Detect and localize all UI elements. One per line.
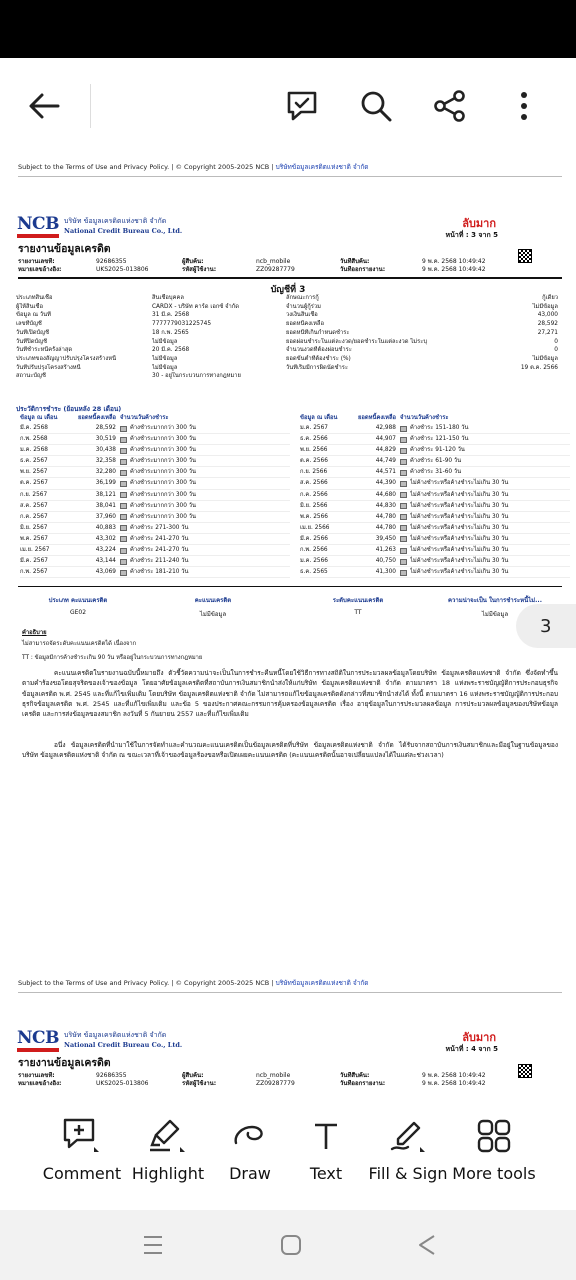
history-balance: 39,450 bbox=[375, 535, 396, 542]
history-balance: 32,280 bbox=[95, 469, 116, 476]
detail-label: วันที่เปิดบัญชี bbox=[16, 329, 50, 336]
status-marker bbox=[400, 459, 407, 465]
status-marker bbox=[400, 492, 407, 498]
history-balance: 28,592 bbox=[95, 425, 116, 431]
history-row bbox=[20, 423, 290, 434]
score-disclaimer-paragraph: คะแนนเครดิตในรายงานฉบับนี้หมายถึง ตัวชี้วัดความน่าจะเป็นในการชำระคืนหนี้โดยใช้วิธีการทางสถิติในการประมวลผลข้อมูลโดยบริษัท ข้อมูลเครดิตแห่งชาติ จำกัด ซึ่งจัดทำขึ้นตามคำร้องขอโดยสุจริตของเจ้าของข้อมูล โดยอาศัยข้อมูลเครดิตที่สถาบันการเงินสมาชิกนำส่งให้แก่บริษัท ข้อมูลเครดิตแห่งชาติ จำกัด ตามมาตรา 18 แห่งพระราชบัญญัติการประกอบธุรกิจข้อมูลเครดิต พ.ศ. 2545 และที่แก้ไขเพิ่มเติม โดยบริษัท ข้อมูลเครดิตแห่งชาติ จำกัด ไม่สามารถแก้ไขข้อมูลเครดิตดังกล่าวที่สมาชิกนำส่งได้ ทั้งนี้ ตามมาตรา 16 แห่งพระราชบัญญัติการประกอบธุรกิจข้อมูลเครดิต พ.ศ. 2545 และที่แก้ไขเพิ่มเติม และข้อ 5 ของประกาศคณะกรรมการคุ้มครองข้อมูลเครดิต เรื่อง อายุข้อมูลในการประมวลผลข้อมูล การประมวลผลข้อมูลของบริษัทข้อมูลเครดิต และการส่งข้อมูลของสมาชิก ลงวันที่ 5 กันยายน 2557 และที่แก้ไขเพิ่มเติม bbox=[22, 669, 558, 719]
detail-label: วันที่ชำระหนี้ครั้งล่าสุด bbox=[16, 347, 73, 354]
detail-value: CARDX - บริษัท คาร์ด เอกซ์ จำกัด bbox=[152, 303, 240, 310]
history-status: ค้างชำระ 241-270 วัน bbox=[130, 535, 189, 542]
report-header-table: รายงานเลขที่: 92686355 ผู้สืบค้น: ncb_mobile วันที่สืบค้น: 9 พ.ค. 2568 10:49:42 หมายเลขอ้างอิง: UKS2025-013806 รหัสผู้ใช้งาน: ZZ09287779 วันที่ออกรายงาน: 9 พ.ค. 2568 10:49:42 bbox=[18, 258, 486, 273]
history-balance: 44,780 bbox=[375, 513, 396, 520]
history-status: ค้างชำระมากกว่า 300 วัน bbox=[130, 436, 196, 443]
history-row bbox=[300, 478, 570, 489]
detail-label: ลักษณะการกู้ bbox=[286, 295, 319, 301]
ncb-link[interactable]: บริษัทข้อมูลเครดิตแห่งชาติ จำกัด bbox=[275, 979, 369, 987]
detail-value: สินเชื่อบุคคล bbox=[152, 295, 184, 301]
history-date: ก.พ. 2567 bbox=[20, 569, 48, 576]
credit-score-values: GE02 ไม่มีข้อมูล TT ไม่มีข้อมูล bbox=[69, 609, 509, 618]
history-row bbox=[300, 556, 570, 567]
history-row bbox=[300, 490, 570, 501]
history-balance: 44,749 bbox=[375, 458, 396, 465]
page-number: หน้าที่ : 4 จาก 5 bbox=[445, 1045, 498, 1053]
divider bbox=[18, 586, 562, 587]
history-balance: 30,438 bbox=[95, 447, 116, 454]
history-date: ส.ค. 2567 bbox=[20, 502, 48, 509]
status-marker bbox=[400, 448, 407, 454]
top-toolbar bbox=[0, 58, 576, 154]
status-marker bbox=[120, 437, 127, 443]
history-header bbox=[300, 414, 570, 423]
detail-row bbox=[16, 355, 284, 364]
divider bbox=[18, 992, 562, 993]
status-marker bbox=[400, 559, 407, 565]
detail-row bbox=[286, 355, 558, 364]
history-status: ค้างชำระมากกว่า 300 วัน bbox=[130, 480, 196, 487]
detail-label: ยอดขั้นต่ำที่ต้องชำระ (%) bbox=[286, 355, 351, 362]
history-status: ไม่ค้างชำระหรือค้างชำระไม่เกิน 30 วัน bbox=[410, 513, 509, 520]
history-row bbox=[20, 545, 290, 556]
history-status: ค้างชำระ 61-90 วัน bbox=[410, 458, 462, 465]
history-status: ไม่ค้างชำระหรือค้างชำระไม่เกิน 30 วัน bbox=[410, 524, 509, 531]
add-comment-icon bbox=[32, 1116, 132, 1156]
status-marker bbox=[120, 481, 127, 487]
detail-label: จำนวนผู้กู้ร่วม bbox=[286, 303, 321, 310]
detail-row bbox=[16, 294, 284, 303]
history-row bbox=[300, 423, 570, 434]
detail-row bbox=[286, 303, 558, 312]
system-navigation-bar bbox=[0, 1210, 576, 1280]
detail-value: ไม่มีข้อมูล bbox=[152, 364, 178, 371]
history-status: ค้างชำระ 151-180 วัน bbox=[410, 425, 469, 431]
history-row bbox=[20, 556, 290, 567]
detail-row bbox=[286, 311, 558, 320]
history-date: เม.ย. 2566 bbox=[300, 524, 330, 531]
history-balance: 44,829 bbox=[375, 447, 396, 454]
history-status: ไม่ค้างชำระหรือค้างชำระไม่เกิน 30 วัน bbox=[410, 558, 509, 565]
history-status: ค้างชำระ 91-120 วัน bbox=[410, 447, 465, 454]
share-icon[interactable] bbox=[426, 82, 474, 130]
history-date: ม.ค. 2566 bbox=[300, 558, 328, 565]
history-date: เม.ย. 2567 bbox=[20, 547, 50, 554]
history-status: ค้างชำระมากกว่า 300 วัน bbox=[130, 425, 196, 431]
history-date: ก.ค. 2566 bbox=[300, 491, 328, 498]
history-row bbox=[20, 434, 290, 445]
history-date: ก.ย. 2567 bbox=[20, 491, 48, 498]
status-marker bbox=[400, 481, 407, 487]
search-icon[interactable] bbox=[352, 82, 400, 130]
comment-tool[interactable]: Comment bbox=[32, 1116, 132, 1183]
history-date: ก.พ. 2566 bbox=[300, 547, 328, 554]
history-date: ธ.ค. 2567 bbox=[20, 458, 48, 465]
note-line: TT : ข้อมูลมีการค้างชำระเกิน 90 วัน หรืออยู่ในกระบวนการทางกฎหมาย bbox=[22, 655, 203, 661]
history-row bbox=[20, 523, 290, 534]
history-row bbox=[20, 567, 290, 578]
detail-label: ยอดหนี้คงเหลือ bbox=[286, 321, 324, 328]
status-marker bbox=[120, 536, 127, 542]
more-tools[interactable]: More tools bbox=[444, 1116, 544, 1183]
detail-value: 43,000 bbox=[537, 312, 558, 319]
history-date: มิ.ย. 2566 bbox=[300, 502, 328, 509]
history-balance: 44,780 bbox=[375, 524, 396, 531]
detail-row bbox=[16, 364, 284, 373]
report-header-table: รายงานเลขที่: 92686355 ผู้สืบค้น: ncb_mobile วันที่สืบค้น: 9 พ.ค. 2568 10:49:42 หมายเลขอ้างอิง: UKS2025-013806 รหัสผู้ใช้งาน: ZZ09287779 วันที่ออกรายงาน: 9 พ.ค. 2568 10:49:42 bbox=[18, 1072, 486, 1087]
history-row bbox=[20, 478, 290, 489]
detail-value: 7777779031225745 bbox=[152, 321, 212, 328]
back-arrow-icon[interactable] bbox=[20, 82, 68, 130]
detail-row bbox=[286, 364, 558, 373]
history-status: ค้างชำระ 31-60 วัน bbox=[410, 469, 462, 476]
text-tool[interactable]: Text bbox=[276, 1116, 376, 1183]
account-details-right bbox=[286, 294, 558, 372]
history-row bbox=[300, 456, 570, 467]
more-vertical-icon[interactable] bbox=[500, 82, 548, 130]
company-name: บริษัท ข้อมูลเครดิตแห่งชาติ จำกัด National Credit Bureau Co., Ltd. bbox=[64, 1031, 183, 1049]
history-balance: 41,300 bbox=[375, 569, 396, 576]
detail-label: ประเภทของสัญญาปรับปรุงโครงสร้างหนี้ bbox=[16, 355, 117, 362]
report-title: รายงานข้อมูลเครดิต bbox=[18, 1057, 111, 1069]
history-row bbox=[300, 434, 570, 445]
history-balance: 36,199 bbox=[95, 480, 116, 487]
detail-value: ไม่มีข้อมูล bbox=[152, 338, 178, 345]
history-status: ค้างชำระมากกว่า 300 วัน bbox=[130, 502, 196, 509]
payment-history-right bbox=[300, 414, 570, 578]
history-status: ไม่ค้างชำระหรือค้างชำระไม่เกิน 30 วัน bbox=[410, 547, 509, 554]
legal-notice: Subject to the Terms of Use and Privacy Policy. | © Copyright 2005-2025 NCB | บริษัทข้อมูลเครดิตแห่งชาติ จำกัด bbox=[18, 163, 369, 171]
history-date: ก.ย. 2566 bbox=[300, 469, 328, 476]
detail-value: 19 ต.ค. 2566 bbox=[520, 364, 558, 371]
history-status: ไม่ค้างชำระหรือค้างชำระไม่เกิน 30 วัน bbox=[410, 569, 509, 576]
detail-label: เลขที่บัญชี bbox=[16, 321, 42, 328]
history-balance: 44,680 bbox=[375, 491, 396, 498]
status-marker bbox=[120, 503, 127, 509]
history-date: ก.ค. 2567 bbox=[20, 513, 48, 520]
history-date: พ.ค. 2566 bbox=[300, 513, 328, 520]
detail-row bbox=[16, 338, 284, 347]
ncb-logo: NCB bbox=[17, 216, 61, 240]
history-balance: 44,571 bbox=[375, 469, 396, 476]
detail-value: 27,271 bbox=[537, 329, 558, 336]
back-icon[interactable] bbox=[412, 1232, 442, 1258]
history-balance: 40,883 bbox=[95, 524, 116, 531]
history-status: ค้างชำระ 121-150 วัน bbox=[410, 436, 469, 443]
status-marker bbox=[400, 514, 407, 520]
history-status: ค้างชำระมากกว่า 300 วัน bbox=[130, 513, 196, 520]
history-date: มิ.ย. 2567 bbox=[20, 524, 48, 531]
note-title: คำอธิบาย bbox=[22, 630, 47, 636]
history-date: ม.ค. 2568 bbox=[20, 447, 48, 454]
detail-label: ข้อมูล ณ วันที่ bbox=[16, 312, 51, 319]
comment-icon[interactable] bbox=[278, 82, 326, 130]
history-balance: 44,830 bbox=[375, 502, 396, 509]
detail-label: ยอดหนี้ที่เกินกำหนดชำระ bbox=[286, 329, 350, 336]
detail-row bbox=[16, 329, 284, 338]
history-row bbox=[300, 567, 570, 578]
history-row bbox=[300, 467, 570, 478]
history-col-balance: ยอดหนี้คงเหลือ bbox=[358, 415, 396, 421]
history-date: ส.ค. 2566 bbox=[300, 480, 328, 487]
detail-value: 31 มี.ค. 2568 bbox=[152, 312, 190, 319]
history-status: ค้างชำระ 271-300 วัน bbox=[130, 524, 189, 531]
history-row bbox=[20, 467, 290, 478]
history-balance: 38,121 bbox=[95, 491, 116, 498]
detail-label: วงเงินสินเชื่อ bbox=[286, 312, 318, 319]
report-title: รายงานข้อมูลเครดิต bbox=[18, 243, 111, 255]
history-status: ค้างชำระมากกว่า 300 วัน bbox=[130, 469, 196, 476]
history-col-status: จำนวนวันค้างชำระ bbox=[400, 415, 449, 421]
detail-row bbox=[16, 320, 284, 329]
detail-row bbox=[16, 311, 284, 320]
status-marker bbox=[120, 525, 127, 531]
detail-value: ไม่มีข้อมูล bbox=[152, 355, 178, 362]
status-marker bbox=[400, 536, 407, 542]
credit-score-header: ประเภท คะแนนเครดิต คะแนนเครดิต ระดับคะแนนเครดิต ความน่าจะเป็น ในการชำระหนี้ไม่... bbox=[48, 597, 542, 604]
status-marker bbox=[400, 548, 407, 554]
history-col-balance: ยอดหนี้คงเหลือ bbox=[78, 415, 116, 421]
account-details-left bbox=[16, 294, 284, 381]
detail-value: ไม่มีข้อมูล bbox=[532, 303, 558, 310]
status-marker bbox=[120, 426, 127, 432]
detail-row bbox=[286, 294, 558, 303]
detail-label: ยอดผ่อนชำระในแต่ละงวด/ยอดชำระในแต่ละงวด ไม่ระบุ bbox=[286, 338, 428, 345]
divider bbox=[18, 176, 562, 177]
status-marker bbox=[400, 470, 407, 476]
document-viewer[interactable] bbox=[0, 154, 576, 1094]
history-balance: 43,302 bbox=[95, 535, 116, 542]
history-status: ค้างชำระ 181-210 วัน bbox=[130, 569, 189, 576]
divider bbox=[18, 277, 562, 279]
highlight-tool[interactable]: Highlight bbox=[118, 1116, 218, 1183]
legal-notice: Subject to the Terms of Use and Privacy Policy. | © Copyright 2005-2025 NCB | บริษัทข้อมูลเครดิตแห่งชาติ จำกัด bbox=[18, 979, 369, 987]
history-date: ต.ค. 2566 bbox=[300, 458, 328, 465]
history-balance: 32,358 bbox=[95, 458, 116, 465]
page-indicator-badge[interactable]: 3 bbox=[516, 604, 576, 648]
history-col-date: ข้อมูล ณ เดือน bbox=[20, 415, 58, 421]
history-row bbox=[20, 456, 290, 467]
history-date: พ.ค. 2567 bbox=[20, 535, 48, 542]
history-status: ค้างชำระมากกว่า 300 วัน bbox=[130, 447, 196, 454]
detail-label: สถานะบัญชี bbox=[16, 373, 46, 380]
more-tools-icon bbox=[444, 1116, 544, 1156]
status-marker bbox=[120, 548, 127, 554]
status-marker bbox=[120, 570, 127, 576]
detail-label: จำนวนงวดที่ต้องผ่อนชำระ bbox=[286, 347, 352, 354]
toolbar-divider bbox=[90, 84, 91, 128]
status-marker bbox=[400, 503, 407, 509]
history-date: ม.ค. 2567 bbox=[300, 425, 328, 431]
history-row bbox=[300, 534, 570, 545]
history-balance: 42,988 bbox=[375, 425, 396, 431]
history-balance: 44,390 bbox=[375, 480, 396, 487]
account-title: บัญชีที่ 3 bbox=[270, 285, 306, 295]
company-name: บริษัท ข้อมูลเครดิตแห่งชาติ จำกัด National Credit Bureau Co., Ltd. bbox=[64, 217, 183, 235]
history-date: ต.ค. 2567 bbox=[20, 480, 48, 487]
detail-value: 0 bbox=[554, 347, 558, 354]
home-icon[interactable] bbox=[276, 1232, 306, 1258]
status-marker bbox=[120, 448, 127, 454]
history-balance: 37,960 bbox=[95, 513, 116, 520]
detail-label: ผู้ให้สินเชื่อ bbox=[16, 303, 43, 310]
status-marker bbox=[120, 559, 127, 565]
confidential-stamp: ลับมาก bbox=[462, 217, 496, 230]
status-bar bbox=[0, 0, 576, 58]
history-status: ค้างชำระ 241-270 วัน bbox=[130, 547, 189, 554]
detail-row bbox=[16, 346, 284, 355]
history-balance: 38,041 bbox=[95, 502, 116, 509]
history-row bbox=[300, 545, 570, 556]
detail-value: 28,592 bbox=[537, 321, 558, 328]
status-marker bbox=[400, 570, 407, 576]
status-marker bbox=[400, 525, 407, 531]
history-status: ค้างชำระมากกว่า 300 วัน bbox=[130, 491, 196, 498]
history-date: ธ.ค. 2566 bbox=[300, 436, 328, 443]
history-status: ไม่ค้างชำระหรือค้างชำระไม่เกิน 30 วัน bbox=[410, 502, 509, 509]
payment-history-left bbox=[20, 414, 290, 578]
detail-value: 0 bbox=[554, 338, 558, 345]
history-balance: 40,750 bbox=[375, 558, 396, 565]
recents-icon[interactable] bbox=[138, 1232, 168, 1258]
history-row bbox=[300, 523, 570, 534]
payment-history-title: ประวัติการชำระ (ย้อนหลัง 28 เดือน) bbox=[16, 405, 122, 413]
detail-value: 20 มี.ค. 2568 bbox=[152, 347, 190, 354]
history-row bbox=[20, 512, 290, 523]
detail-label: วันที่เริ่มมีการผิดนัดชำระ bbox=[286, 364, 348, 371]
detail-label: ประเภทสินเชื่อ bbox=[16, 295, 53, 301]
detail-value: กู้เดี่ยว bbox=[542, 295, 558, 301]
history-balance: 30,519 bbox=[95, 436, 116, 443]
draw-tool[interactable]: Draw bbox=[200, 1116, 300, 1183]
detail-row bbox=[286, 338, 558, 347]
history-col-date: ข้อมูล ณ เดือน bbox=[300, 415, 338, 421]
note-line: ไม่สามารถจัดระดับคะแนนเครดิตได้ เนื่องจาก bbox=[22, 641, 137, 647]
history-row bbox=[20, 445, 290, 456]
history-row bbox=[20, 501, 290, 512]
history-date: มี.ค. 2566 bbox=[300, 535, 328, 542]
status-marker bbox=[120, 492, 127, 498]
bottom-tools-bar bbox=[0, 1094, 576, 1210]
history-date: ธ.ค. 2565 bbox=[300, 569, 328, 576]
history-status: ค้างชำระ 211-240 วัน bbox=[130, 558, 189, 565]
history-balance: 43,144 bbox=[95, 558, 116, 565]
detail-value: ไม่มีข้อมูล bbox=[532, 355, 558, 362]
detail-value: 18 ก.พ. 2565 bbox=[152, 329, 189, 336]
status-marker bbox=[400, 437, 407, 443]
history-balance: 43,224 bbox=[95, 547, 116, 554]
ncb-link[interactable]: บริษัทข้อมูลเครดิตแห่งชาติ จำกัด bbox=[275, 163, 369, 171]
detail-label: วันที่ปรับปรุงโครงสร้างหนี้ bbox=[16, 364, 81, 371]
fill-sign-tool[interactable]: Fill & Sign bbox=[358, 1116, 458, 1183]
history-date: ก.พ. 2568 bbox=[20, 436, 48, 443]
detail-row bbox=[286, 329, 558, 338]
history-col-status: จำนวนวันค้างชำระ bbox=[120, 415, 169, 421]
detail-label: วันที่ปิดบัญชี bbox=[16, 338, 48, 345]
history-row bbox=[300, 512, 570, 523]
history-row bbox=[300, 501, 570, 512]
history-row bbox=[20, 490, 290, 501]
confidential-stamp: ลับมาก bbox=[462, 1031, 496, 1044]
history-date: มี.ค. 2567 bbox=[20, 558, 48, 565]
history-balance: 44,907 bbox=[375, 436, 396, 443]
status-marker bbox=[120, 470, 127, 476]
pdf-page-4 bbox=[0, 1024, 576, 1094]
ncb-logo: NCB bbox=[17, 1030, 61, 1054]
status-marker bbox=[120, 514, 127, 520]
pdf-page-3 bbox=[0, 154, 576, 1094]
detail-row bbox=[286, 320, 558, 329]
detail-row bbox=[16, 303, 284, 312]
history-row bbox=[300, 445, 570, 456]
history-status: ไม่ค้างชำระหรือค้างชำระไม่เกิน 30 วัน bbox=[410, 491, 509, 498]
history-header bbox=[20, 414, 290, 423]
history-date: มี.ค. 2568 bbox=[20, 425, 48, 431]
history-status: ไม่ค้างชำระหรือค้างชำระไม่เกิน 30 วัน bbox=[410, 480, 509, 487]
page-number: หน้าที่ : 3 จาก 5 bbox=[445, 231, 498, 239]
history-balance: 41,263 bbox=[375, 547, 396, 554]
history-row bbox=[20, 534, 290, 545]
detail-value: 30 - อยู่ในกระบวนการทางกฎหมาย bbox=[152, 373, 241, 380]
status-marker bbox=[400, 426, 407, 432]
detail-row bbox=[16, 372, 284, 381]
score-note-paragraph: อนึ่ง ข้อมูลเครดิตที่นำมาใช้ในการจัดทำและคำนวณคะแนนเครดิตเป็นข้อมูลเครดิตที่บริษัท ข้อมูลเครดิตแห่งชาติ จำกัด ได้รับจากสถาบันการเงินสมาชิกและมีอยู่ในฐานข้อมูลของบริษัท ข้อมูลเครดิตแห่งชาติ จำกัด ณ ขณะเวลาที่เจ้าของข้อมูลร้องขอหรือเปิดเผยคะแนนเครดิต (คะแนนเครดิตนั้นอาจเปลี่ยนแปลงได้ในแต่ละช่วงเวลา) bbox=[22, 741, 558, 760]
history-status: ไม่ค้างชำระหรือค้างชำระไม่เกิน 30 วัน bbox=[410, 535, 509, 542]
history-status: ค้างชำระมากกว่า 300 วัน bbox=[130, 458, 196, 465]
history-date: พ.ย. 2567 bbox=[20, 469, 48, 476]
detail-row bbox=[286, 346, 558, 355]
status-marker bbox=[120, 459, 127, 465]
history-date: พ.ย. 2566 bbox=[300, 447, 328, 454]
fill-sign-icon bbox=[358, 1116, 458, 1156]
history-balance: 43,069 bbox=[95, 569, 116, 576]
